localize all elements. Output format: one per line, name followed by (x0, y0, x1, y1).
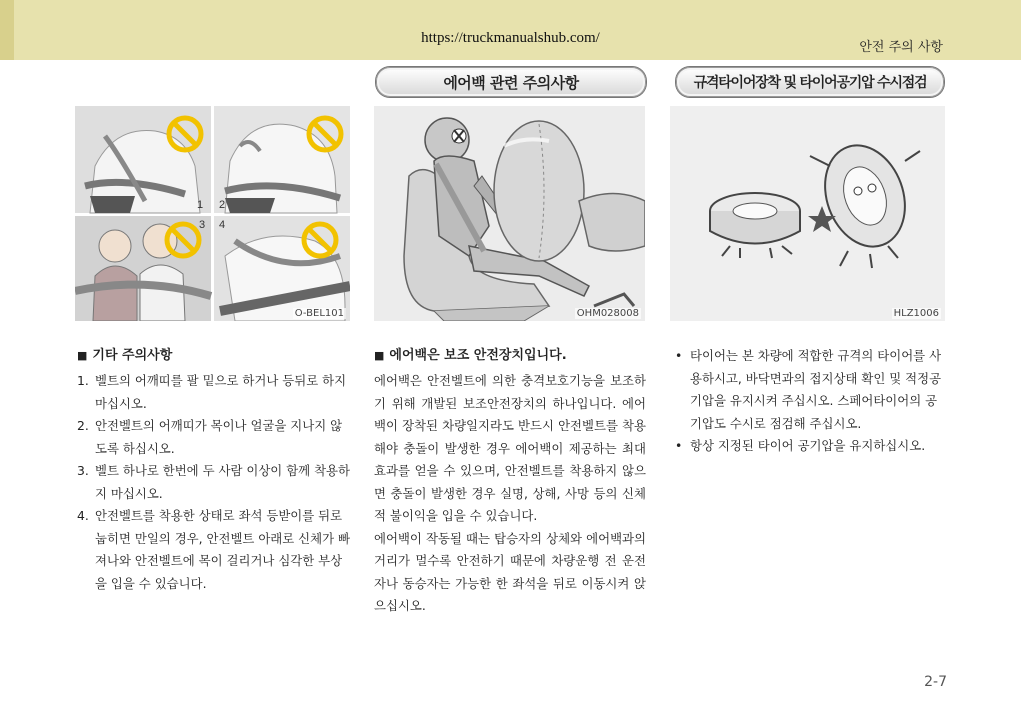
tire-bullet-list (672, 345, 946, 458)
list-item (77, 415, 350, 460)
bullet-text: 항상 지정된 타이어 공기압을 유지하십시오. (690, 438, 926, 453)
tire-section-title-text: 규격타이어장착 및 타이어공기압 수시점검 (693, 75, 927, 91)
airbag-section-title-text: 에어백 관련 주의사항 (443, 73, 579, 92)
panel-number: 3 (199, 219, 206, 231)
tire-section (672, 345, 946, 458)
list-item (672, 435, 946, 458)
item-number: 3. (77, 463, 89, 478)
seatbelt-misuse-figure (75, 106, 350, 321)
airbag-figure (374, 106, 645, 321)
bullet-icon: • (675, 348, 683, 363)
airbag-paragraph: 에어백은 안전벨트에 의한 충격보호기능을 보조하기 위해 개발된 보조안전장치의 하나입니다. 에어백이 장착된 차량일지라도 반드시 안전벨트를 착용해야 충돌이 발생한 경우 에어백이 제공하는 최대 효과를 얻을 수 있으며, 안전벨트를 착용하지 않으면 충돌이 발생한 경우 실명, 상해, 사망 등의 신체적 불이익을 입을 수 있습니다. (374, 373, 646, 523)
other-precautions-heading-text: 기타 주의사항 (92, 348, 173, 363)
square-bullet-icon: ■ (77, 349, 88, 362)
figure-code: HLZ1006 (893, 308, 939, 319)
list-item (77, 505, 350, 595)
airbag-heading (374, 345, 646, 367)
tire-section-title (676, 67, 944, 97)
list-item (77, 460, 350, 505)
airbag-paragraph: 에어백이 작동될 때는 탑승자의 상체와 에어백과의 거리가 멀수록 안전하기 때문에 차량운행 전 운전자나 동승자는 가능한 한 좌석을 뒤로 이동시켜 앉으십시오. (374, 530, 646, 613)
other-precautions-section (77, 345, 350, 595)
list-item (672, 345, 946, 435)
figure-code: O-BEL101 (294, 308, 344, 319)
item-text: 벨트 하나로 한번에 두 사람 이상이 함께 착용하지 마십시오. (95, 463, 350, 501)
panel-number: 1 (197, 199, 204, 211)
bullet-icon: • (675, 438, 683, 453)
tire-illustration (670, 106, 945, 321)
item-text: 벨트의 어깨띠를 팔 밑으로 하거나 등뒤로 하지 마십시오. (95, 373, 347, 411)
figure-code: OHM028008 (576, 308, 639, 319)
item-text: 안전벨트를 착용한 상태로 좌석 등받이를 뒤로 눕히면 만일의 경우, 안전벨트 아래로 신체가 빠져나와 안전벨트에 목이 걸리거나 심각한 부상을 입을 수 있습니다. (95, 508, 350, 591)
seatbelt-illustration (75, 106, 350, 321)
precaution-list (77, 370, 350, 595)
airbag-heading-text: 에어백은 보조 안전장치입니다. (389, 348, 567, 363)
square-bullet-icon: ■ (374, 349, 385, 362)
airbag-illustration (374, 106, 645, 321)
source-url[interactable]: https://truckmanualshub.com/ (421, 30, 600, 46)
tire-figure (670, 106, 945, 321)
airbag-section-title (376, 67, 646, 97)
airbag-section (374, 345, 646, 618)
item-number: 1. (77, 373, 89, 388)
bullet-text: 타이어는 본 차량에 적합한 규격의 타이어를 사용하시고, 바닥면과의 접지상태 확인 및 적정공기압을 유지시켜 주십시오. 스페어타이어의 공기압도 수시로 점검해 주십시오. (690, 348, 942, 431)
list-item (77, 370, 350, 415)
section-title: 안전 주의 사항 (859, 40, 943, 55)
item-number: 4. (77, 508, 89, 523)
other-precautions-heading (77, 345, 350, 367)
page-number: 2-7 (924, 674, 947, 690)
panel-number: 2 (219, 199, 226, 211)
panel-number: 4 (219, 219, 226, 231)
item-text: 안전벨트의 어깨띠가 목이나 얼굴을 지나지 않도록 하십시오. (95, 418, 343, 456)
item-number: 2. (77, 418, 89, 433)
